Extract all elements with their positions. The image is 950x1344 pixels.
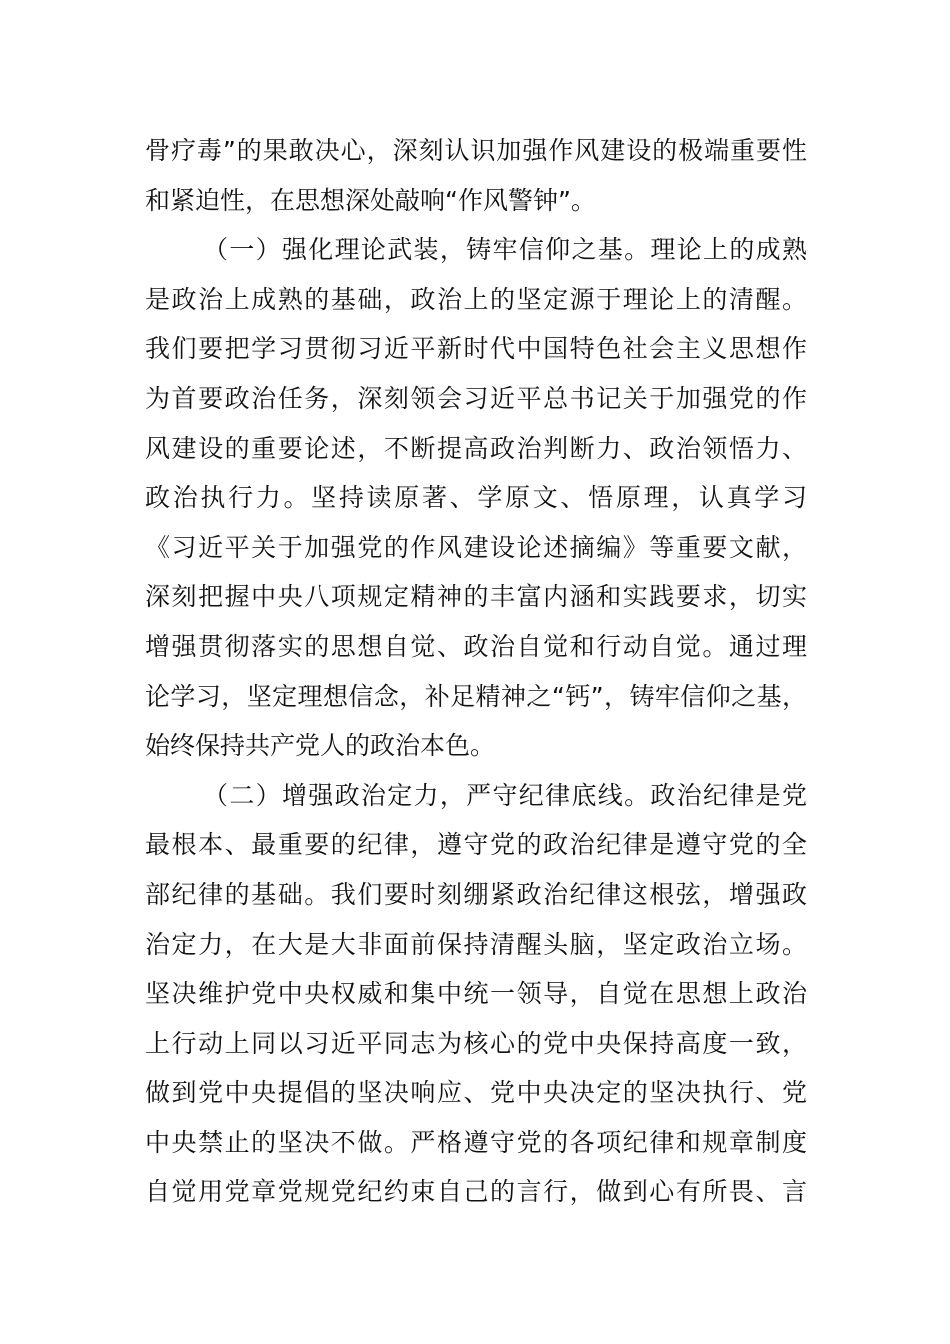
text-line: 做到党中央提倡的坚决响应、党中央决定的坚决执行、党 [145, 1078, 807, 1108]
text-line: 自觉用党章党规党纪约束自己的言行，做到心有所畏、言 [145, 1177, 807, 1207]
text-line: （一）强化理论武装，铸牢信仰之基。理论上的成熟 [203, 235, 807, 265]
paragraph-3 [145, 771, 807, 1217]
text-line: 和紧迫性，在思想深处敲响“作风警钟”。 [145, 185, 596, 215]
text-line: 我们要把学习贯彻习近平新时代中国特色社会主义思想作 [145, 334, 807, 364]
text-line: 为首要政治任务，深刻领会习近平总书记关于加强党的作 [145, 383, 807, 413]
text-line: 中央禁止的坚决不做。严格遵守党的各项纪律和规章制度 [145, 1127, 807, 1157]
text-line: 风建设的重要论述，不断提高政治判断力、政治领悟力、 [145, 433, 807, 463]
text-line: 深刻把握中央八项规定精神的丰富内涵和实践要求，切实 [145, 582, 807, 612]
text-line: （二）增强政治定力，严守纪律底线。政治纪律是党 [203, 780, 807, 810]
text-line: 坚决维护党中央权威和集中统一领导，自觉在思想上政治 [145, 979, 807, 1009]
text-line: 是政治上成熟的基础，政治上的坚定源于理论上的清醒。 [145, 284, 807, 314]
document-body [145, 126, 807, 1217]
text-line: 骨疗毒”的果敢决心，深刻认识加强作风建设的极端重要性 [145, 136, 807, 165]
text-line: 政治执行力。坚持读原著、学原文、悟原理，认真学习 [145, 483, 807, 513]
text-line: 始终保持共产党人的政治本色。 [145, 731, 496, 761]
text-line: 增强贯彻落实的思想自觉、政治自觉和行动自觉。通过理 [145, 631, 807, 661]
text-line: 《习近平关于加强党的作风建设论述摘编》等重要文献， [145, 532, 807, 562]
text-line: 部纪律的基础。我们要时刻绷紧政治纪律这根弦，增强政 [145, 879, 807, 909]
text-line: 治定力，在大是大非面前保持清醒头脑，坚定政治立场。 [145, 929, 807, 959]
text-line: 最根本、最重要的纪律，遵守党的政治纪律是遵守党的全 [145, 830, 807, 860]
text-line: 论学习，坚定理想信念，补足精神之“钙”，铸牢信仰之基， [145, 681, 807, 711]
paragraph-2 [145, 225, 807, 771]
paragraph-1 [145, 126, 807, 225]
text-line: 上行动上同以习近平同志为核心的党中央保持高度一致， [145, 1028, 807, 1058]
